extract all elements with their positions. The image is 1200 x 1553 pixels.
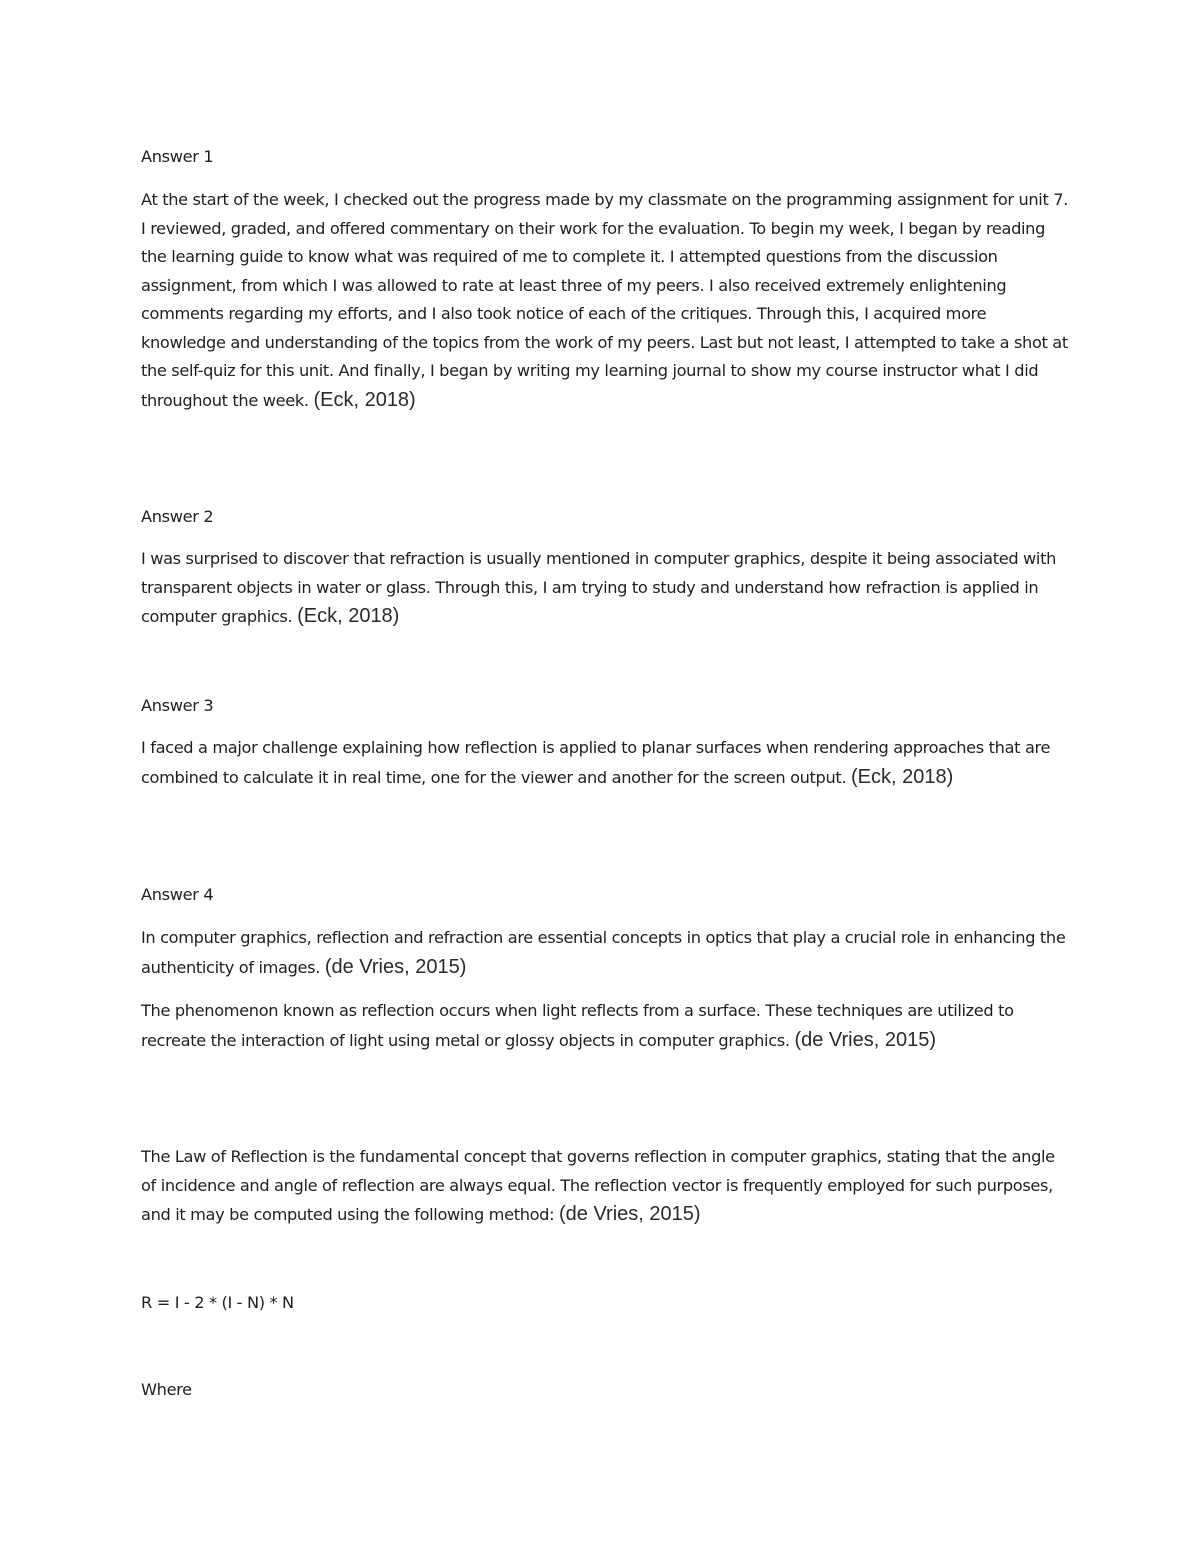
where-label: Where	[141, 1380, 192, 1399]
answer-1-paragraph	[141, 186, 1071, 415]
answer-3-citation: (Eck, 2018)	[850, 765, 954, 788]
answer-4-paragraph-3	[141, 1143, 1071, 1230]
answer-3-heading: Answer 3	[141, 696, 214, 715]
answer-4-para1-citation: (de Vries, 2015)	[324, 955, 467, 978]
answer-2-citation: (Eck, 2018)	[297, 605, 400, 627]
answer-4-para1-body: In computer graphics, reflection and refraction are essential concepts in optics that play a crucial role in enhancing the authenticity of images.	[141, 928, 1066, 977]
answer-1-citation: (Eck, 2018)	[313, 388, 416, 411]
answer-4-para2-citation: (de Vries, 2015)	[794, 1028, 936, 1051]
answer-4-paragraph-2	[141, 997, 1071, 1055]
answer-2-heading: Answer 2	[141, 507, 214, 526]
answer-4-paragraph-1	[141, 924, 1071, 982]
answer-4-para3-body: The Law of Reflection is the fundamental concept that governs reflection in computer graphics, stating that the angle of incidence and angle of reflection are always equal. The reflection vector is frequently employed for such purposes, and it may be computed using the following method:	[141, 1147, 1055, 1224]
answer-4-para3-citation: (de Vries, 2015)	[558, 1203, 701, 1225]
answer-3-body: I faced a major challenge explaining how reflection is applied to planar surfaces when rendering approaches that are combined to calculate it in real time, one for the viewer and another for the screen output.	[141, 738, 1051, 787]
answer-4-para2-body: The phenomenon known as reflection occurs when light reflects from a surface. These techniques are utilized to recreate the interaction of light using metal or glossy objects in computer graphics.	[141, 1001, 1014, 1050]
answer-1-heading: Answer 1	[141, 147, 214, 166]
answer-2-body: I was surprised to discover that refraction is usually mentioned in computer graphics, despite it being associated with transparent objects in water or glass. Through this, I am trying to study and understand how refraction is applied in computer graphics.	[141, 549, 1056, 626]
answer-3-paragraph	[141, 734, 1071, 792]
answer-1-body: At the start of the week, I checked out the progress made by my classmate on the programming assignment for unit 7. I reviewed, graded, and offered commentary on their work for the evaluation. To begin my week, I began by reading the learning guide to know what was required of me to complete it. I attempted questions from the discussion assignment, from which I was allowed to rate at least three of my peers. I also received extremely enlightening comments regarding my efforts, and I also took notice of each of the critiques. Through this, I acquired more knowledge and understanding of the topics from the work of my peers. Last but not least, I attempted to take a shot at the self-quiz for this unit. And finally, I began by writing my learning journal to show my course instructor what I did throughout the week.	[141, 190, 1068, 410]
reflection-formula: R = I - 2 * (I - N) * N	[141, 1293, 294, 1312]
answer-4-heading: Answer 4	[141, 885, 214, 904]
answer-2-paragraph	[141, 545, 1071, 632]
